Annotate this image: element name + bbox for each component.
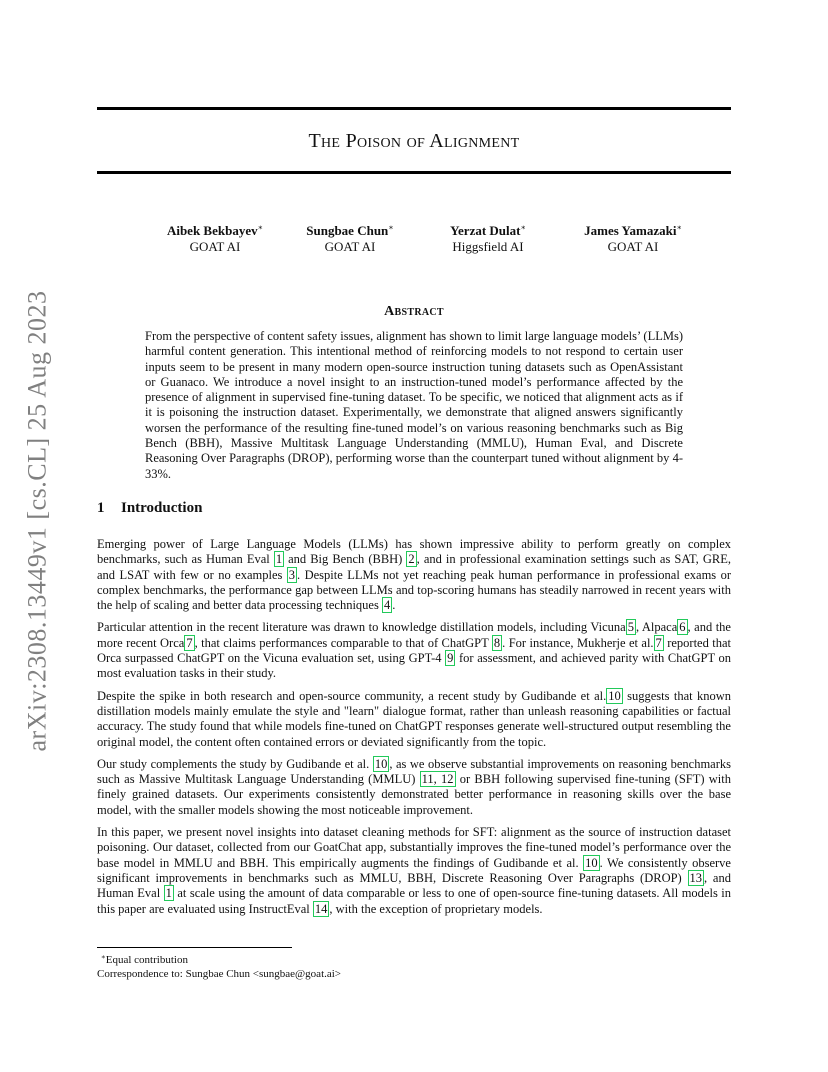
paragraph-text: suggests that known distillation models mainly emulate the style and "learn" dialogue format, rather than unleash reasoning capabilities or factual accuracy. The study found that while models fine-tuned on ChatGPT responses generate well-structured output resembling the original model, the content often contained errors or deviated significantly from the topic.: [97, 688, 732, 749]
arxiv-identifier: arXiv:2308.13449v1 [cs.CL] 25 Aug 2023: [22, 290, 51, 751]
paragraph-text: . We consistently observe significant improvements in benchmarks such as MMLU, BBH, Discrete Reasoning Over Paragraphs (DROP): [97, 855, 731, 885]
footnotes: [97, 950, 341, 981]
citation-link[interactable]: 7: [655, 635, 662, 650]
author-block: [584, 220, 682, 255]
author-block: [450, 220, 526, 255]
citation-link[interactable]: 1: [275, 552, 283, 567]
citation-link[interactable]: 2: [408, 552, 415, 567]
author-name: James Yamazaki: [584, 223, 677, 238]
paragraph-text: reported that Orca surpassed ChatGPT on the Vicuna evaluation set, using GPT-4: [97, 635, 731, 666]
paragraph: [97, 620, 731, 681]
paragraph-text: , and in professional examination settings such as SAT, GRE, and LSAT with few or no examples: [97, 552, 731, 582]
paragraph-text: and Big Bench (BBH): [284, 552, 407, 567]
paragraph-text: . Despite LLMs not yet reaching peak human performance in professional exams or complex benchmarks, the performance gap between LLMs and top-scoring humans has steadily narrowed in recent years with the help of scaling and better data processing techniques: [97, 567, 731, 613]
citation-link[interactable]: 3: [288, 567, 296, 582]
paragraph-text: , with the exception of proprietary models.: [329, 901, 543, 916]
introduction-body: [97, 537, 731, 924]
paragraph-text: , that claims performances comparable to that of ChatGPT: [194, 635, 492, 650]
paragraph-text: Particular attention in the recent literature was drawn to knowledge distillation models, including Vicuna: [97, 620, 626, 635]
citation-link[interactable]: 6: [679, 620, 686, 635]
paragraph: [97, 689, 731, 750]
paragraph-text: Despite the spike in both research and open-source community, a recent study by Gudibande et al.: [97, 688, 607, 703]
paragraph-text: , as we observe substantial improvements on reasoning benchmarks such as Massive Multitask Language Understanding (MMLU): [97, 756, 731, 787]
footnote-equal-contribution: ∗Equal contribution: [101, 953, 188, 966]
equal-contribution-mark: ∗: [388, 223, 394, 232]
citation-link[interactable]: 9: [447, 651, 454, 666]
abstract-text: From the perspective of content safety issues, alignment has shown to limit large language models’ (LLMs) harmful content generation. This intentional method of reinforcing models to not respond to certain user inputs seem to be present in many modern open-source instruction tuning datasets such as OpenAssistant or Guanaco. We introduce a novel insight to an instruction-tuned model’s performance affected by the presence of alignment in supervised fine-tuning dataset. To be specific, we noticed that alignment acts as if it is poisoning the instruction dataset. Experimentally, we demonstrate that aligned answers significantly worsen the performance of the resulting fine-tuned model’s on various reasoning benchmarks such as Big Bench (BBH), Massive Multitask Language Understanding (MMLU), Human Eval, and Discrete Reasoning Over Paragraphs (DROP), performing worse than the counterpart tuned without alignment by 4-33%.: [145, 329, 683, 481]
author-block: [167, 220, 263, 255]
abstract-heading: Abstract: [384, 304, 444, 319]
citation-link[interactable]: 11, 12: [421, 772, 454, 787]
equal-contribution-mark: ∗: [676, 223, 682, 232]
citation-link[interactable]: 10: [608, 688, 621, 703]
paragraph-text: , and Human Eval: [97, 870, 731, 901]
title-top-rule: [97, 107, 731, 110]
author-block: [306, 220, 393, 255]
paragraph-text: , Alpaca: [635, 620, 678, 635]
paragraph-text: or BBH following supervised fine-tuning (SFT) with finely grained datasets. Our experiments consistently demonstrated better performance in reasoning skills over the base model, with the smaller models showing the most noticeable improvement.: [97, 772, 731, 817]
section-number: 1: [97, 500, 105, 516]
author-name: Yerzat Dulat: [450, 223, 521, 238]
paragraph-text: at scale using the amount of data comparable or less to one of open-source fine-tuning datasets. All models in this paper are evaluated using InstructEval: [97, 886, 731, 916]
paragraph: [97, 537, 731, 613]
paragraph-text: . For instance, Mukherje et al.: [502, 635, 654, 650]
citation-link[interactable]: 10: [585, 855, 598, 870]
paragraph-text: , and the more recent Orca: [97, 620, 731, 650]
citation-link[interactable]: 14: [314, 901, 328, 916]
author-affiliation: GOAT AI: [189, 239, 241, 254]
section-title: Introduction: [121, 500, 203, 516]
equal-contribution-mark: ∗: [257, 223, 264, 232]
citation-link[interactable]: 5: [627, 620, 634, 635]
paragraph-text: Emerging power of Large Language Models (LLMs) has shown impressive ability to perform greatly on complex benchmarks, such as Human Eval: [97, 537, 731, 567]
citation-link[interactable]: 13: [689, 870, 703, 885]
citation-link[interactable]: 7: [186, 635, 193, 650]
author-name: Aibek Bekbayev: [166, 223, 258, 238]
paper-title: The Poison of Alignment: [308, 130, 520, 152]
author-name: Sungbae Chun: [306, 223, 389, 238]
paragraph: [97, 825, 731, 917]
author-affiliation: Higgsfield AI: [452, 239, 524, 254]
citation-link[interactable]: 8: [493, 635, 501, 650]
citation-link[interactable]: 10: [374, 756, 388, 771]
footnote-correspondence: Correspondence to: Sungbae Chun <sungbae@goat.ai>: [97, 968, 342, 980]
paragraph-text: .: [392, 598, 396, 613]
citation-link[interactable]: 1: [165, 886, 172, 901]
paragraph-text: for assessment, and achieved parity with ChatGPT on most evaluation tasks in their study.: [97, 651, 731, 681]
title-bottom-rule: [97, 171, 731, 174]
author-affiliation: GOAT AI: [607, 239, 659, 254]
footnote-rule: [97, 947, 292, 948]
paragraph-text: In this paper, we present novel insights into dataset cleaning methods for SFT: alignment as the source of instruction dataset poisoning. Our dataset, collected from our GoatChat app, substantially improves the fine-tuned model’s performance over the base model in MMLU and BBH. This empirically augments the findings of Gudibande et al.: [97, 825, 731, 870]
paragraph-text: Our study complements the study by Gudibande et al.: [97, 756, 373, 771]
footnote-mark: ∗: [101, 953, 106, 961]
citation-link[interactable]: 4: [383, 598, 391, 613]
author-affiliation: GOAT AI: [324, 239, 376, 254]
equal-contribution-mark: ∗: [520, 223, 526, 232]
paragraph: [97, 757, 731, 818]
section-heading: [97, 500, 202, 517]
